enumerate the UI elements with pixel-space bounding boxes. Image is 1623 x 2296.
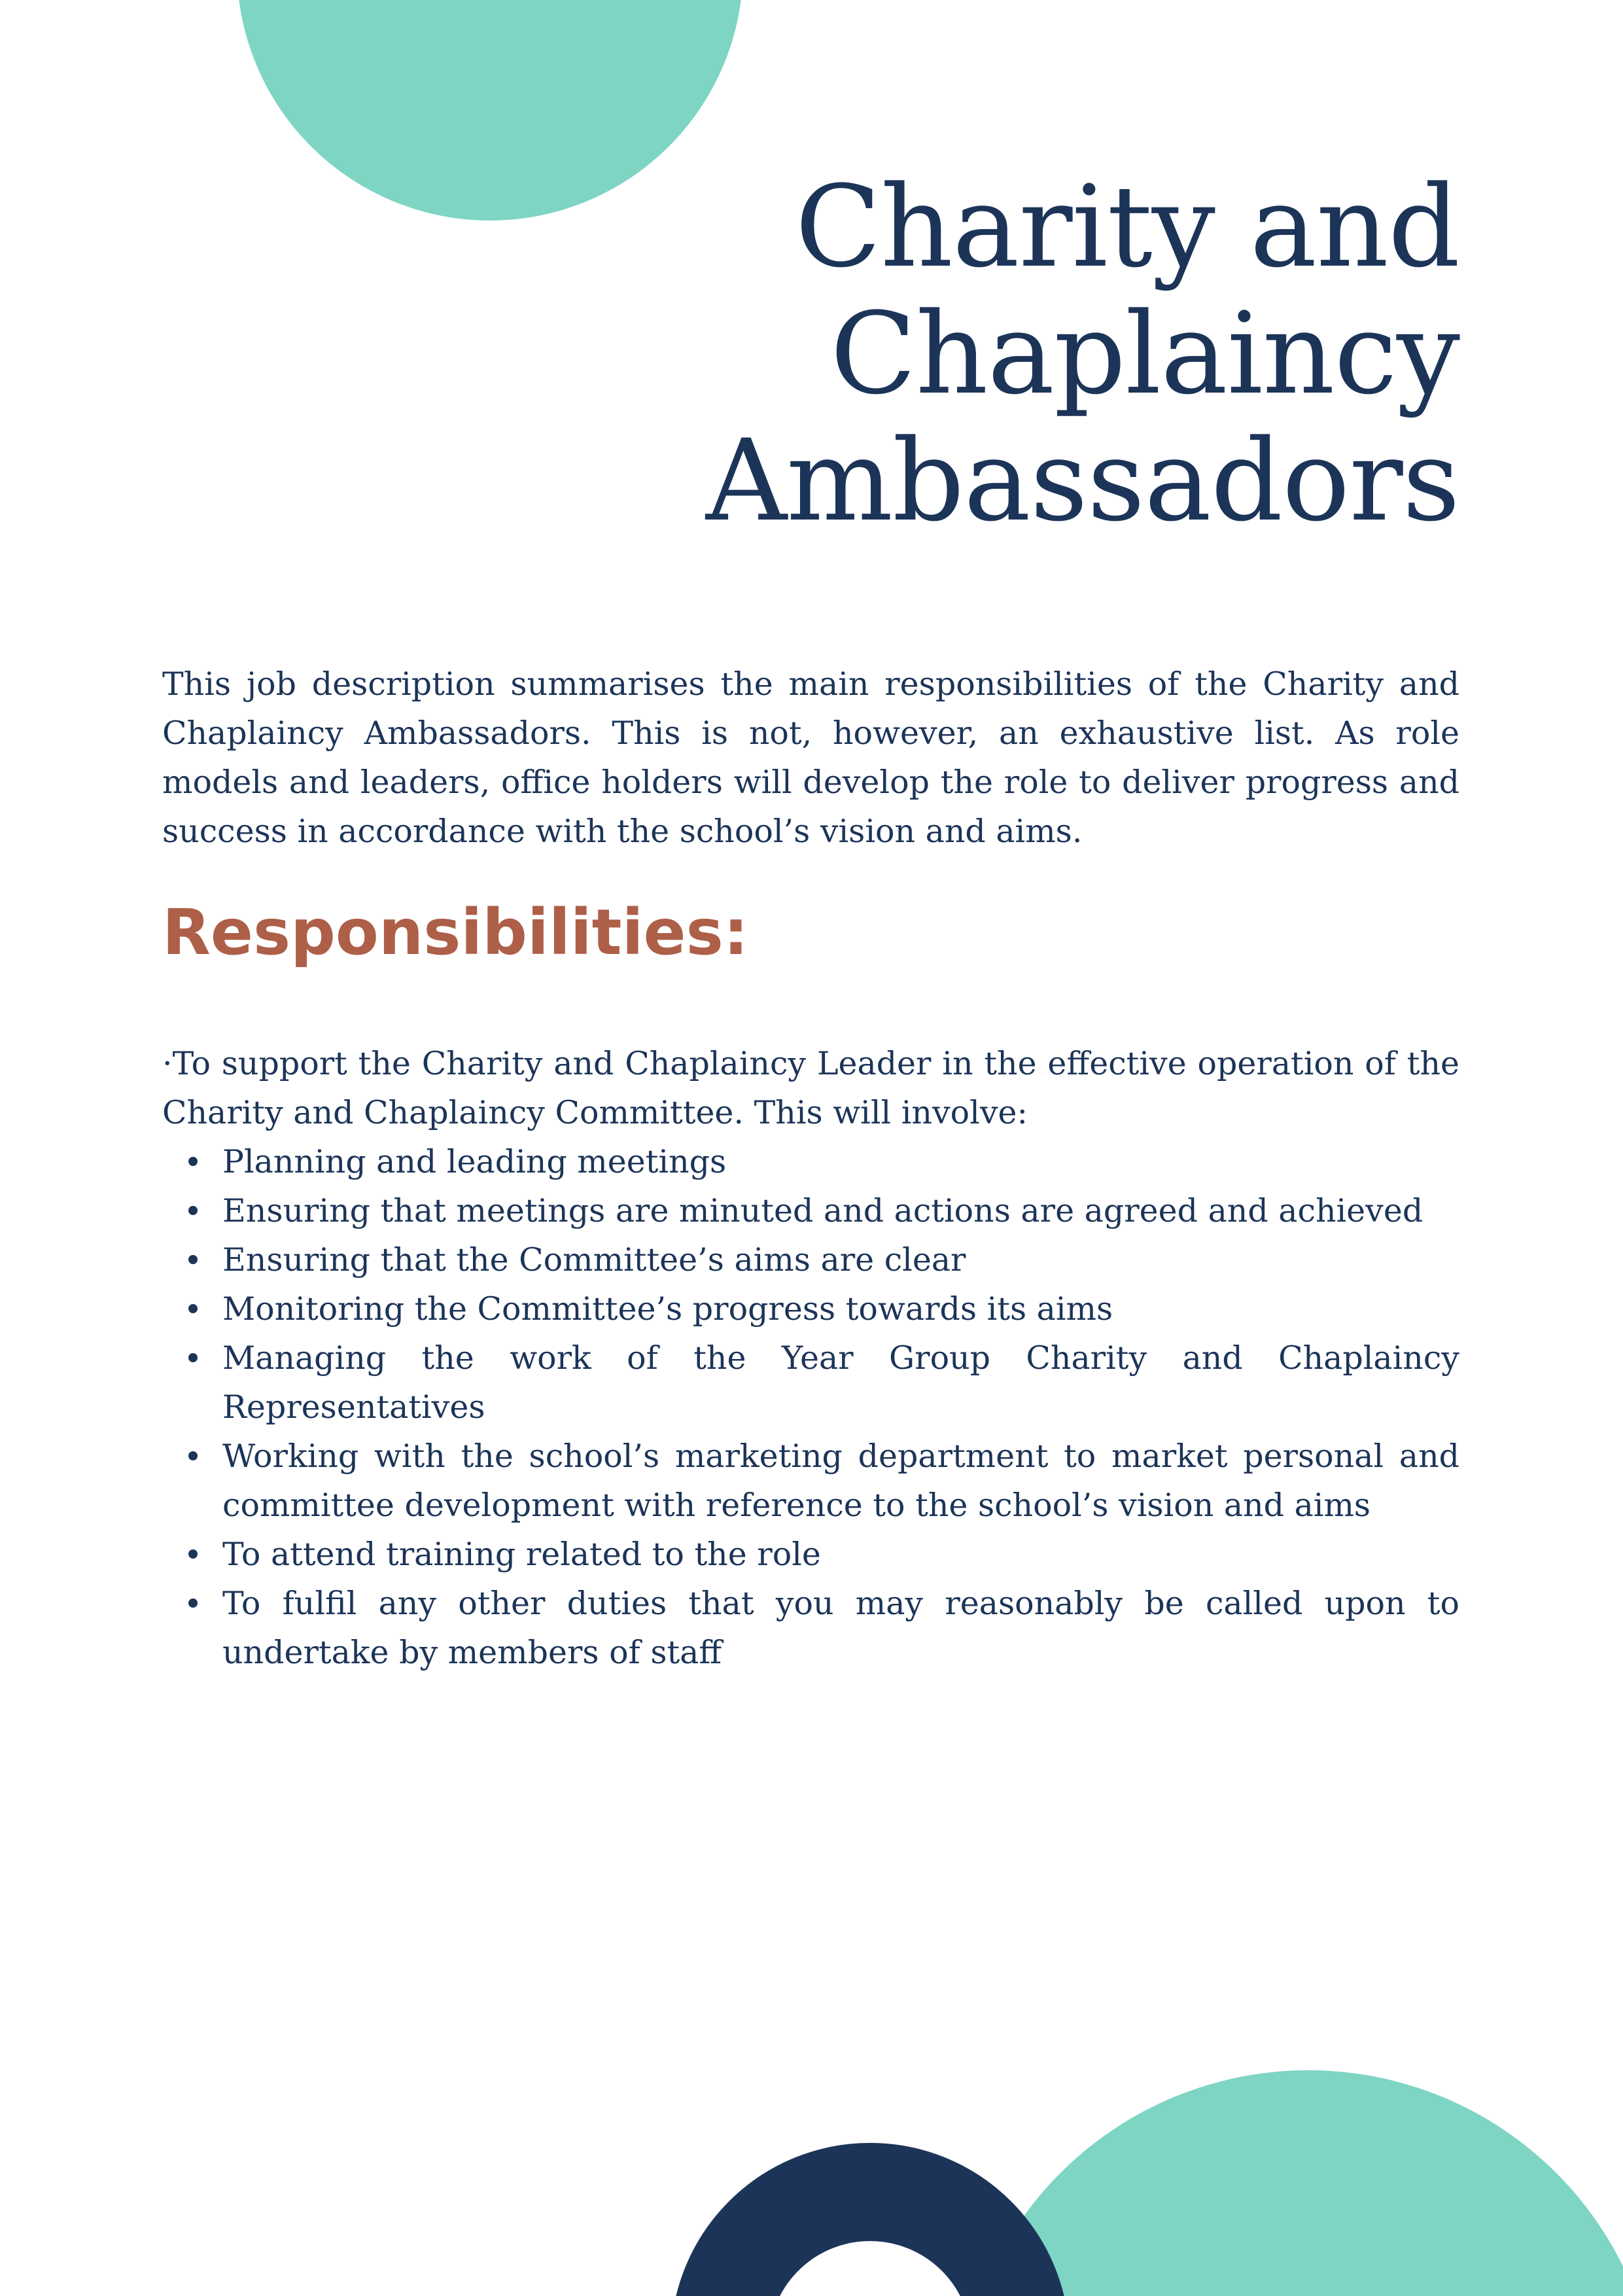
list-item-text: Ensuring that the Committee’s aims are clear	[222, 1241, 966, 1279]
bottom-navy-ring-decoration	[720, 2192, 1021, 2296]
title-line-2: Chaplaincy	[830, 288, 1459, 419]
page-title	[478, 161, 1459, 546]
list-item	[162, 1235, 1459, 1284]
bottom-mint-circle-decoration	[958, 2070, 1623, 2296]
bullet-icon	[188, 1451, 198, 1460]
list-item	[162, 1530, 1459, 1579]
responsibilities-heading: Responsibilities:	[162, 896, 749, 969]
list-item-text: Monitoring the Committee’s progress towards its aims	[222, 1290, 1113, 1328]
list-item	[162, 1186, 1459, 1235]
responsibilities-list	[162, 1137, 1459, 1677]
list-item-text: To fulfil any other duties that you may reasonably be called upon to undertake by members of staff	[222, 1585, 1459, 1671]
document-body	[162, 660, 1459, 1677]
bullet-icon	[188, 1598, 198, 1608]
bullet-icon	[188, 1157, 198, 1166]
bullet-icon	[188, 1206, 198, 1215]
list-item	[162, 1284, 1459, 1333]
list-item	[162, 1137, 1459, 1186]
title-line-1: Charity and	[795, 161, 1459, 292]
list-item	[162, 1333, 1459, 1432]
list-item-text: Working with the school’s marketing department to market personal and committee development with reference to the school’s vision and aims	[222, 1438, 1459, 1524]
list-item-text: Managing the work of the Year Group Charity and Chaplaincy Representatives	[222, 1339, 1459, 1426]
list-item	[162, 1579, 1459, 1677]
responsibilities-lead-paragraph: ·To support the Charity and Chaplaincy Leader in the effective operation of the Charity and Chaplaincy Committee. This will involve:	[162, 1045, 1459, 1131]
intro-paragraph: This job description summarises the main responsibilities of the Charity and Chaplaincy Ambassadors. This is not, however, an exhaustive list. As role models and leaders, office holders will develop the role to deliver progress and success in accordance with the school’s vision and aims.	[162, 665, 1459, 850]
list-item	[162, 1432, 1459, 1530]
list-item-text: To attend training related to the role	[222, 1536, 821, 1573]
list-item-text: Ensuring that meetings are minuted and actions are agreed and achieved	[222, 1192, 1423, 1229]
bullet-icon	[188, 1255, 198, 1264]
bullet-icon	[188, 1353, 198, 1362]
list-item-text: Planning and leading meetings	[222, 1143, 727, 1180]
bullet-icon	[188, 1549, 198, 1559]
bullet-icon	[188, 1304, 198, 1313]
title-line-3: Ambassadors	[705, 415, 1459, 546]
